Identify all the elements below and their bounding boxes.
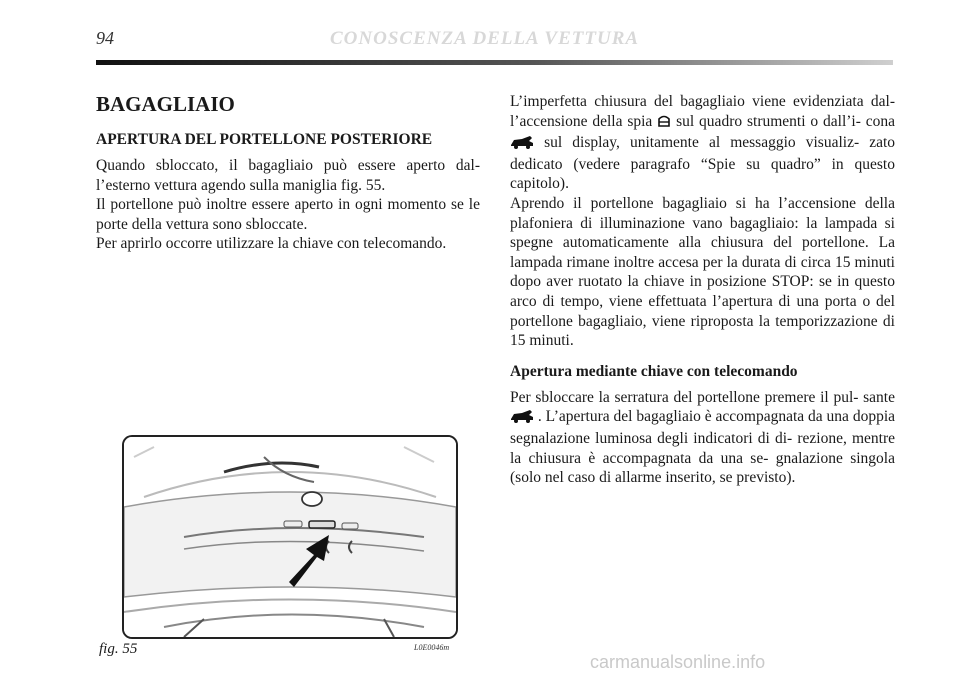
figure-55-tailgate-handle bbox=[122, 435, 458, 639]
car-boot-button-icon bbox=[510, 409, 534, 429]
boot-warning-light-icon bbox=[657, 114, 671, 134]
paragraph: Per aprirlo occorre utilizzare la chiave con telecomando. bbox=[96, 235, 447, 253]
subsection-heading: Apertura mediante chiave con telecomando bbox=[510, 362, 798, 380]
header-rule bbox=[96, 60, 893, 65]
text-run: Per sbloccare la serratura del portellone premere il pul- sante bbox=[510, 388, 895, 406]
section-title: BAGAGLIAIO bbox=[96, 92, 235, 116]
paragraph: Il portellone può inoltre essere aperto in ogni momento se le porte della vettura sono sbloccate. bbox=[96, 196, 480, 233]
text-run: . L’apertura del bagagliaio è accompagnata da una doppia segnalazione luminosa degli indicatori di di- rezione, mentre la chiusura è accompagnata da una se- gnalazione singola (solo nel caso di allarme inserito, se previsto). bbox=[510, 408, 896, 487]
text-run: sul display, unitamente al messaggio visualiz- zato dedicato (vedere paragrafo “Spie su quadro” in questo capitolo). bbox=[510, 134, 896, 193]
running-title: CONOSCENZA DELLA VETTURA bbox=[330, 28, 640, 49]
car-boot-open-icon bbox=[510, 135, 534, 155]
page-number: 94 bbox=[96, 28, 114, 48]
watermark: carmanualsonline.info bbox=[590, 652, 766, 672]
figure-caption: fig. 55 bbox=[99, 641, 138, 657]
subsection-title: APERTURA DEL PORTELLONE POSTERIORE bbox=[96, 131, 433, 148]
paragraph bbox=[510, 388, 895, 488]
text-run: L’imperfetta chiusura del bagagliaio viene evidenziata dal- l’accensione della spia bbox=[510, 93, 895, 130]
left-column bbox=[96, 92, 480, 254]
paragraph: Aprendo il portellone bagagliaio si ha l’accensione della plafoniera di illuminazione vano bagagliaio: la lampada si spegne automaticamente alla chiusura del portellone. La lampada rimane inoltre accesa per la durata di circa 15 minuti dopo aver ruotato la chiave in posizione STOP: se in questo arco di tempo, viene effettuata l’apertura di una porta o del portellone bagagliaio, viene riproposta la temporizzazione di 15 minuti. bbox=[510, 194, 895, 350]
tailgate-illustration bbox=[124, 437, 456, 637]
right-column bbox=[510, 92, 895, 488]
paragraph bbox=[510, 92, 895, 194]
figure-code: L0E0046m bbox=[414, 643, 450, 652]
paragraph: Quando sbloccato, il bagagliaio può essere aperto dal- l’esterno vettura agendo sulla maniglia fig. 55. bbox=[96, 157, 480, 194]
text-run: sul quadro strumenti o dall’i- cona bbox=[676, 112, 896, 130]
